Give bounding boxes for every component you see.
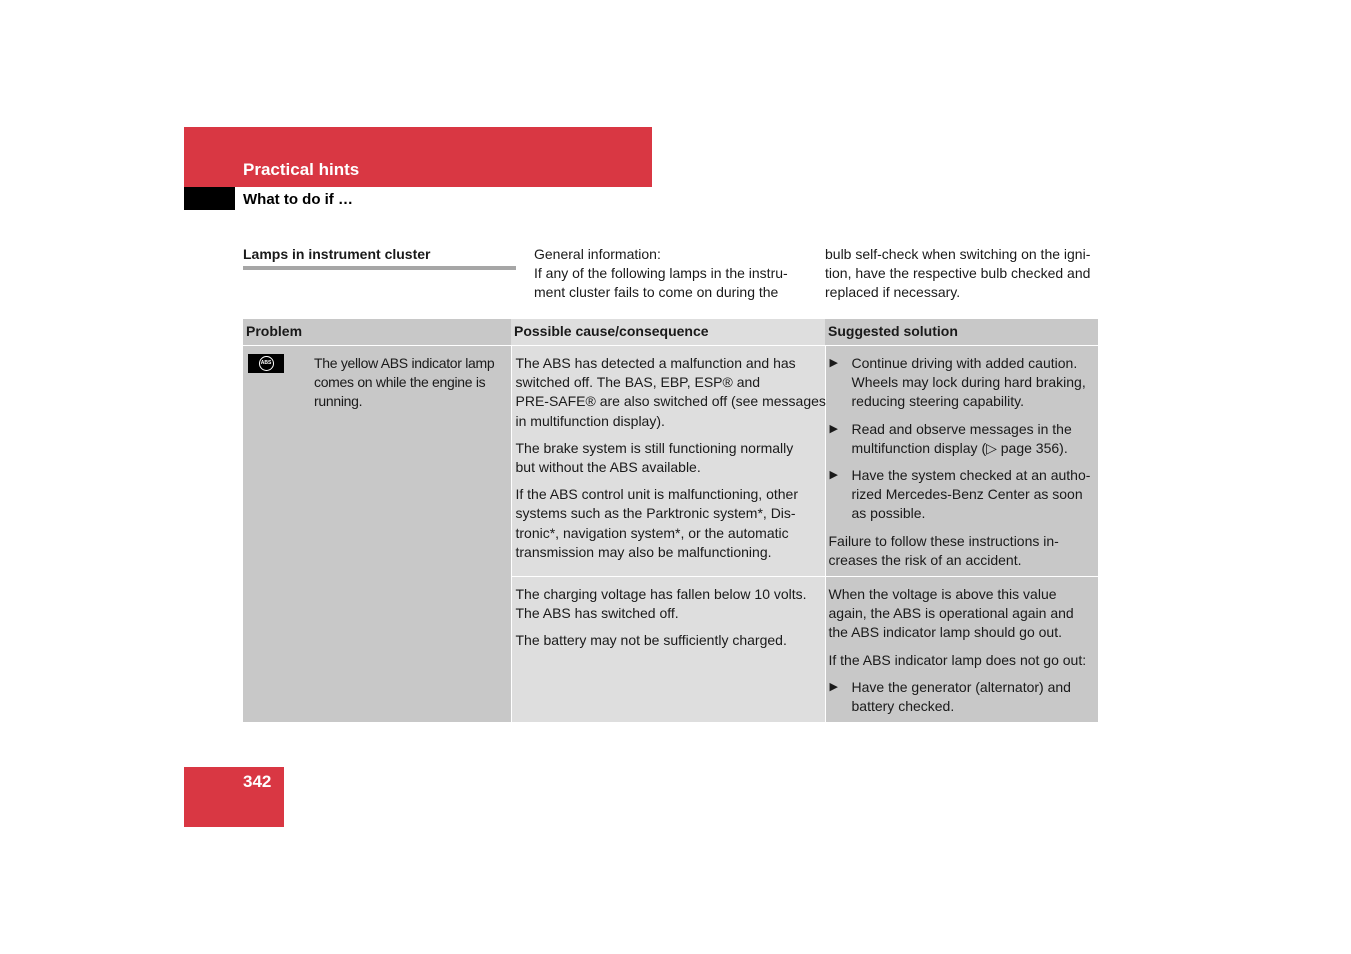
section-marker: [184, 187, 235, 210]
bullet-arrow-icon: ▶: [829, 469, 838, 482]
problem-line: The yellow ABS indicator lamp: [314, 355, 495, 371]
bullet-arrow-icon: ▶: [829, 422, 838, 435]
header-cause: Possible cause/consequence: [511, 319, 825, 346]
cause-cell: [511, 577, 825, 723]
solution-bullet: ▶ Have the generator (alternator) and battery checked.: [829, 678, 1071, 715]
bullet-arrow-icon: ▶: [829, 680, 838, 693]
intro-line: tion, have the respective bulb checked and: [825, 265, 1091, 281]
abs-icon-label: ABS: [259, 356, 274, 371]
intro-line: General information:: [534, 246, 661, 262]
solution-bullet: ▶ Continue driving with added caution. Wheels may lock during hard braking, reducing steering capability.: [829, 355, 1086, 410]
problem-text: [314, 354, 494, 412]
page-number: 342: [243, 772, 272, 791]
intro-line: If any of the following lamps in the instru-: [534, 265, 788, 281]
solution-bullet: ▶ Read and observe messages in the multifunction display (▷ page 356).: [829, 420, 1072, 456]
cause-paragraph: The ABS has detected a malfunction and has switched off. The BAS, EBP, ESP® and PRE-SAFE® are also switched off (see messages in multifunction display).: [515, 355, 826, 429]
solution-paragraph: If the ABS indicator lamp does not go out:: [828, 651, 1087, 668]
table-header-row: [243, 319, 1098, 346]
solution-paragraph: When the voltage is above this value again, the ABS is operational again and the ABS indicator lamp should go out.: [828, 586, 1074, 641]
header-problem: Problem: [243, 319, 511, 346]
bullet-arrow-icon: ▶: [829, 357, 838, 369]
header-solution: Suggested solution: [825, 319, 1098, 346]
troubleshooting-table: [243, 319, 1098, 722]
cause-paragraph: The charging voltage has fallen below 10 volts. The ABS has switched off.: [515, 586, 807, 622]
topic-rule: [243, 266, 516, 270]
solution-cell: [825, 577, 1098, 723]
topic-heading: Lamps in instrument cluster: [243, 246, 431, 262]
table-row: [243, 346, 1098, 577]
chapter-title: Practical hints: [243, 160, 360, 179]
problem-line: running.: [314, 393, 363, 410]
abs-indicator-icon: [248, 354, 284, 373]
solution-warning: Failure to follow these instructions in- creases the risk of an accident.: [828, 532, 1059, 568]
section-title: What to do if …: [243, 191, 353, 208]
intro-line: replaced if necessary.: [825, 284, 961, 300]
cause-paragraph: If the ABS control unit is malfunctioning, other systems such as the Parktronic system*, Dis- tronic*, navigation system*, or the automatic transmission may also be malfunctioning.: [515, 486, 798, 560]
solution-cell: [825, 346, 1098, 577]
solution-bullet: ▶ Have the system checked at an autho- rized Mercedes-Benz Center as soon as possible.: [829, 467, 1091, 522]
problem-line: comes on while the engine is: [314, 374, 486, 391]
intro-line: bulb self-check when switching on the igni-: [825, 246, 1091, 262]
intro-column-3: [825, 245, 1090, 302]
problem-cell: [243, 346, 511, 723]
intro-column-2: [534, 245, 788, 302]
cause-paragraph: The battery may not be sufficiently charged.: [515, 632, 787, 649]
cause-cell: [511, 346, 825, 577]
intro-line: ment cluster fails to come on during the: [534, 284, 779, 300]
cause-paragraph: The brake system is still functioning normally but without the ABS available.: [515, 439, 794, 476]
